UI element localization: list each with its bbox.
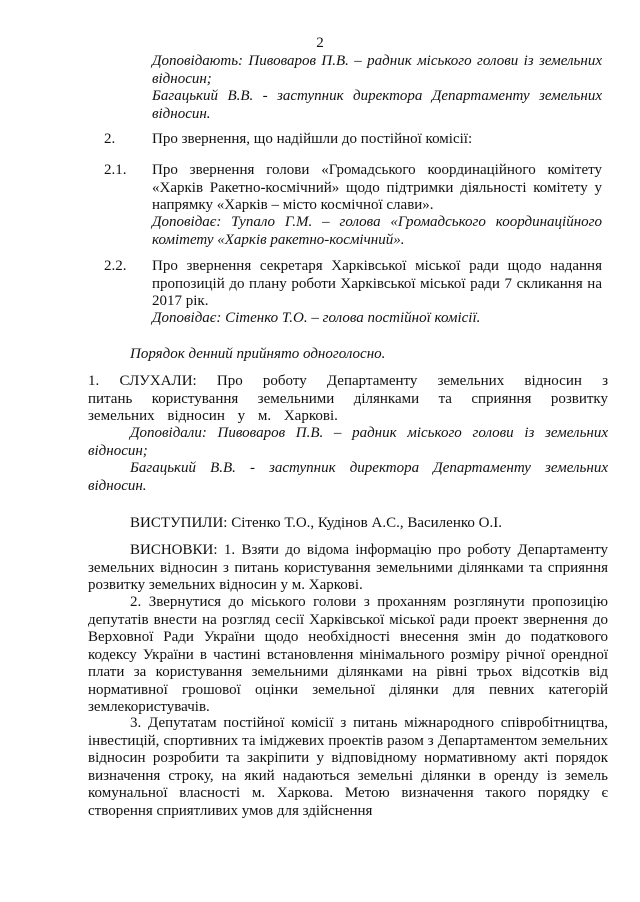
item-2-1-number: 2.1. (104, 162, 127, 178)
conclusion-3: 3. Депутатам постійної комісії з питань міжнародного співробітництва, інвестицій, спортивних та іміджевих проектів разом з Департаментом земельних відносин розробити та закріпити у відповідному нормативному акті порядок визначення строку, на який надаються земельні ділянки в оренду із земель комунальної власності м. Харкова. Метою визначення такого порядку є створення сприятливих умов для здійснення (88, 715, 608, 819)
intro-rapporteurs-1: Доповідають: Пивоваров П.В. – радник міського голови із земельних відносин; (152, 53, 602, 87)
item-2-title: Про звернення, що надійшли до постійної комісії: (152, 131, 473, 147)
heard-rapporteurs-1: Доповідали: Пивоваров П.В. – радник міського голови із земельних відносин; (88, 425, 608, 459)
heard-rapporteurs-2: Багацький В.В. - заступник директора Департаменту земельних відносин. (88, 460, 608, 494)
heard-text: 1. СЛУХАЛИ: Про роботу Департаменту земельних відносин з питань користування земельними ділянками та сприяння розвитку земельних відносин у м. Харкові. (88, 373, 608, 424)
page-number: 2 (316, 35, 324, 51)
item-2-2-text: Про звернення секретаря Харківської міської ради щодо надання пропозицій до плану роботи Харківської міської ради 7 скликання на 2017 рік. (152, 258, 602, 309)
item-2-1-rapporteur: Доповідає: Тупало Г.М. – голова «Громадського координаційного комітету «Харків ракетно-космічний». (152, 214, 602, 248)
item-2-2-rapporteur: Доповідає: Сітенко Т.О. – голова постійної комісії. (152, 310, 481, 326)
agenda-adopted: Порядок денний прийнято одноголосно. (130, 346, 386, 362)
intro-rapporteurs-2: Багацький В.В. - заступник директора Департаменту земельних відносин. (152, 88, 602, 122)
conclusion-2: 2. Звернутися до міського голови з проханням розглянути пропозицію депутатів внести на розгляд сесії Харківської міської ради проект звернення до Верховної Ради України щодо необхідності внесення змін до податкового кодексу України в частині встановлення мінімального розміру річної орендної плати за користування земельними ділянками на рівні трьох відсотків від нормативної грошової оцінки земельної ділянки для певних категорій землекористувачів. (88, 594, 608, 715)
item-2-number: 2. (104, 131, 116, 147)
spoke-line: ВИСТУПИЛИ: Сітенко Т.О., Кудінов А.С., Василенко О.І. (130, 515, 502, 531)
conclusion-1: ВИСНОВКИ: 1. Взяти до відома інформацію про роботу Департаменту земельних відносин з питань користування земельними ділянками та сприяння розвитку земельних відносин у м. Харкові. (88, 542, 608, 593)
item-2-1-text: Про звернення голови «Громадського координаційного комітету «Харків Ракетно-космічний» щодо підтримки діяльності комітету у напрямку «Харків – місто космічної слави». (152, 162, 602, 213)
item-2-2-number: 2.2. (104, 258, 127, 274)
